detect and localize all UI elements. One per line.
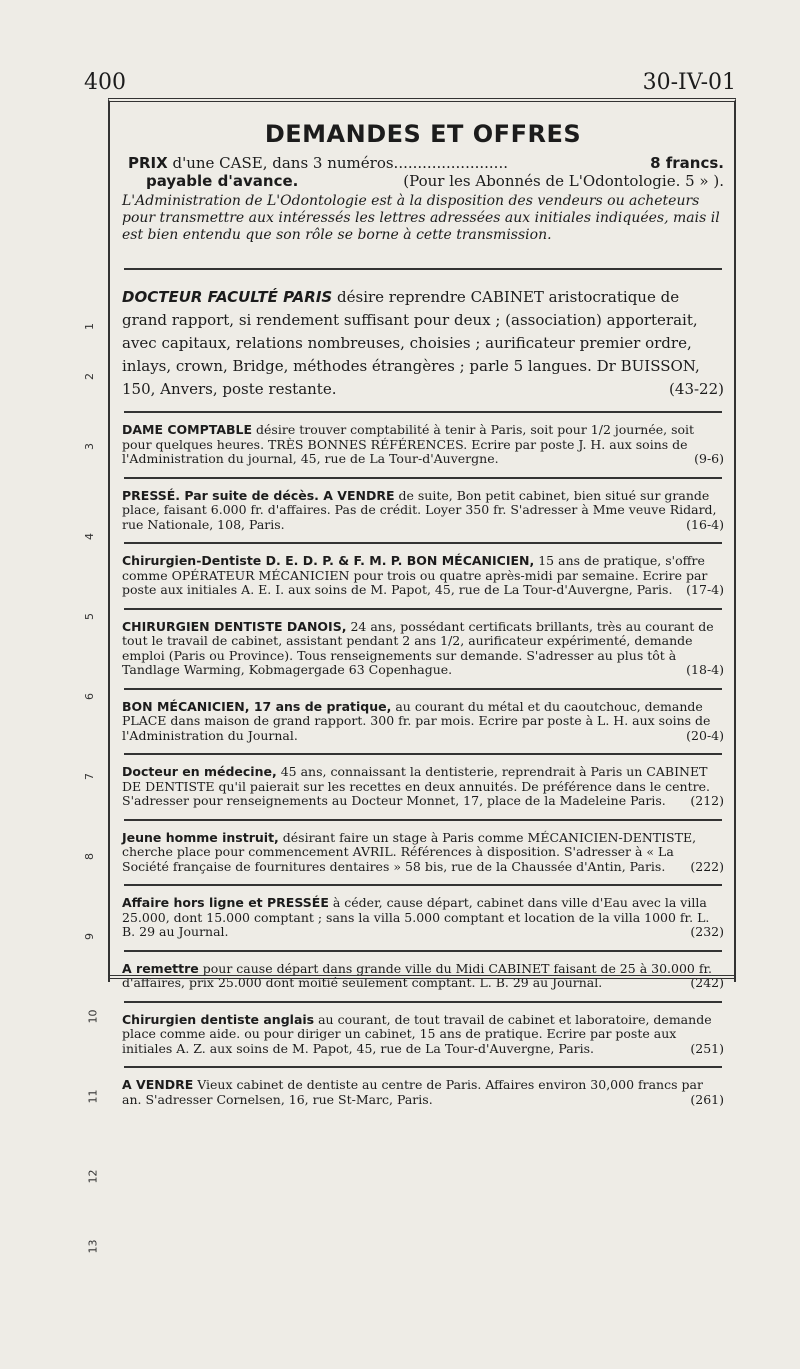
payable-text: payable d'avance. bbox=[146, 172, 299, 190]
classified-ad bbox=[122, 831, 724, 875]
ad-headline: Jeune homme instruit, bbox=[122, 829, 279, 845]
prix-label: PRIX bbox=[128, 154, 168, 172]
ad-reference: (251) bbox=[690, 1040, 724, 1056]
ads-list bbox=[122, 268, 724, 1107]
ad-reference: (212) bbox=[690, 793, 724, 808]
ad-reference: (20-4) bbox=[686, 727, 724, 743]
prix-amount: 8 francs. bbox=[650, 154, 724, 172]
ad-body: pour cause départ dans grande ville du Midi CABINET faisant de 25 à 30.000 fr. d'affaires, prix 25.000 dont moitié seulement comptant. L. B. 29 au Journal. bbox=[122, 960, 713, 990]
classified-ad bbox=[122, 554, 724, 598]
issue-date: 30-IV-01 bbox=[642, 70, 736, 95]
classified-ad bbox=[122, 765, 724, 809]
ad-reference: (9-6) bbox=[694, 451, 724, 466]
ad-body: désirant faire un stage à Paris comme MÉCANICIEN-DENTISTE, cherche place pour commencement AVRIL. Références à disposition. S'adresser à « La Société française de fournitures dentaires » 58 bis, rue de la Chaussée d'Antin, Paris. bbox=[122, 829, 697, 874]
ad-reference: (18-4) bbox=[686, 662, 724, 677]
classified-ad bbox=[122, 620, 724, 678]
ad-headline: A VENDRE bbox=[122, 1077, 194, 1092]
ad-body: désire reprendre CABINET aristocratique de grand rapport, si rendement suffisant pour deux ; (association) apporterait, avec capitaux, relations nombreuses, choisies ; aurificateur premier ordre, inlays, crown, Bridge, méthodes étrangères ; parle 5 langues. Dr BUISSON, 150, Anvers, poste restante. bbox=[122, 288, 700, 398]
margin-number: 1 bbox=[83, 323, 96, 330]
ad-headline: CHIRURGIEN DENTISTE DANOIS, bbox=[122, 618, 347, 634]
ad-headline: DOCTEUR FACULTÉ PARIS bbox=[122, 288, 333, 306]
ad-body: 15 ans de pratique, s'offre comme OPÉRATEUR MÉCANICIEN pour trois ou quatre après-midi par semaine. Ecrire par poste aux initiales A. E. I. aux soins de M. Papot, 45, rue de La Tour-d'Auvergne, Paris. bbox=[122, 553, 708, 597]
ad-headline: Affaire hors ligne et PRESSÉE bbox=[122, 895, 329, 910]
classified-ad bbox=[122, 286, 724, 401]
ad-headline: A remettre bbox=[122, 960, 199, 976]
ad-separator bbox=[124, 542, 722, 544]
margin-number: 6 bbox=[83, 693, 96, 700]
margin-number: 5 bbox=[83, 613, 96, 620]
margin-number: 4 bbox=[83, 533, 96, 540]
ad-reference: (16-4) bbox=[686, 516, 724, 532]
ad-headline: Docteur en médecine, bbox=[122, 764, 277, 779]
ad-headline: Chirurgien-Dentiste D. E. D. P. & F. M. P. BON MÉCANICIEN, bbox=[122, 553, 535, 568]
classifieds-frame bbox=[108, 98, 736, 1107]
prix-line bbox=[128, 154, 508, 172]
ad-separator bbox=[124, 1066, 722, 1068]
classified-ad bbox=[122, 423, 724, 467]
ad-reference: (242) bbox=[690, 975, 724, 990]
margin-number: 9 bbox=[83, 933, 96, 940]
ad-body: 24 ans, possédant certificats brillants, très au courant de tout le travail de cabinet, assistant pendant 2 ans 1/2, aurificateur expérimenté, demande emploi (Paris ou Province). Tous renseignements sur demande. S'adresser au plus tôt à Tandlage Warming, Kobmagergade 63 Copenhague. bbox=[122, 618, 714, 677]
ad-body: désire trouver comptabilité à tenir à Paris, soit pour 1/2 journée, soit pour quelques heures. TRÈS BONNES RÉFÉRENCES. Ecrire par poste J. H. aux soins de l'Administration du journal, 45, rue de La Tour-d'Auvergne. bbox=[122, 422, 695, 466]
ad-body: au courant du métal et du caoutchouc, demande PLACE dans maison de grand rapport. 300 fr. par mois. Ecrire par poste à L. H. aux soins de l'Administration du Journal. bbox=[122, 698, 711, 743]
ad-separator bbox=[124, 268, 722, 270]
ad-separator bbox=[124, 819, 722, 821]
ad-separator bbox=[124, 477, 722, 479]
margin-number: 13 bbox=[86, 1239, 100, 1254]
ad-body: de suite, Bon petit cabinet, bien situé sur grande place, faisant 6.000 fr. d'affaires. Pas de crédit. Loyer 350 fr. S'adresser à Mme veuve Ridard, rue Nationale, 108, Paris. bbox=[122, 487, 717, 532]
classified-ad bbox=[122, 896, 724, 940]
page-number: 400 bbox=[84, 70, 126, 95]
ad-reference: (232) bbox=[690, 924, 724, 939]
ad-separator bbox=[124, 1001, 722, 1003]
ad-body: 45 ans, connaissant la dentisterie, reprendrait à Paris un CABINET DE DENTISTE qu'il paierait sur les recettes en deux annuités. De préférence dans le centre. S'adresser pour renseignements au Docteur Monnet, 17, place de la Madeleine Paris. bbox=[122, 764, 710, 808]
margin-number: 3 bbox=[83, 443, 96, 450]
ad-separator bbox=[124, 884, 722, 886]
classified-ad bbox=[122, 489, 724, 533]
frame-bottom-rule bbox=[108, 975, 736, 979]
margin-number: 8 bbox=[83, 853, 96, 860]
prix-text: d'une CASE, dans 3 numéros........................ bbox=[172, 154, 508, 172]
classified-ad bbox=[122, 1013, 724, 1057]
margin-number: 2 bbox=[83, 373, 96, 380]
ad-body: Vieux cabinet de dentiste au centre de Paris. Affaires environ 30,000 francs par an. S'adresser Cornelsen, 16, rue St-Marc, Paris. bbox=[122, 1077, 703, 1107]
ad-separator bbox=[124, 950, 722, 952]
ad-body: à céder, cause départ, cabinet dans ville d'Eau avec la villa 25.000, dont 15.000 comptant ; sans la villa 5.000 comptant et location de la villa 1000 fr. L. B. 29 au Journal. bbox=[122, 895, 710, 939]
ad-separator bbox=[124, 411, 722, 413]
intro-text: L'Administration de L'Odontologie est à la disposition des vendeurs ou acheteurs pour transmettre aux intéressés les lettres adressées aux initiales indiquées, mais il est bien entendu que son rôle se borne à cette transmission. bbox=[122, 193, 720, 243]
section-title: DEMANDES ET OFFRES bbox=[264, 120, 582, 148]
ad-headline: PRESSÉ. Par suite de décès. A VENDRE bbox=[122, 487, 395, 503]
margin-number: 10 bbox=[86, 1009, 100, 1024]
classified-ad bbox=[122, 700, 724, 744]
margin-number: 7 bbox=[83, 773, 96, 780]
margin-number: 12 bbox=[86, 1169, 100, 1184]
classifieds-content bbox=[122, 102, 724, 1107]
price-block bbox=[122, 154, 724, 190]
ad-headline: DAME COMPTABLE bbox=[122, 422, 253, 437]
ad-headline: BON MÉCANICIEN, 17 ans de pratique, bbox=[122, 698, 392, 714]
classified-ad bbox=[122, 1078, 724, 1107]
ad-reference: (261) bbox=[690, 1091, 724, 1107]
abonnes-text: (Pour les Abonnés de L'Odontologie. 5 » ). bbox=[403, 172, 724, 190]
ad-separator bbox=[124, 608, 722, 610]
ad-separator bbox=[124, 753, 722, 755]
ad-reference: (43-22) bbox=[669, 380, 724, 398]
margin-number: 11 bbox=[86, 1089, 100, 1104]
ad-separator bbox=[124, 688, 722, 690]
ad-body: au courant, de tout travail de cabinet et laboratoire, demande place comme aide. ou pour diriger un cabinet, 15 ans de pratique. Ecrire par poste aux initiales A. Z. aux soins de M. Papot, 45, rue de La Tour-d'Auvergne, Paris. bbox=[122, 1011, 712, 1056]
ad-headline: Chirurgien dentiste anglais bbox=[122, 1011, 315, 1027]
ad-reference: (17-4) bbox=[686, 582, 724, 597]
ad-reference: (222) bbox=[690, 858, 724, 874]
